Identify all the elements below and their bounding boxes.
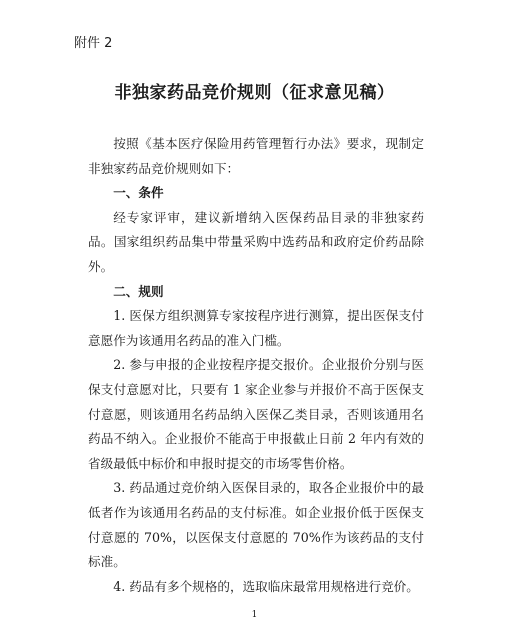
rule-paragraph-4: 4. 药品有多个规格的，选取临床最常用规格进行竞价。	[113, 578, 419, 594]
attachment-label: 附件 2	[74, 36, 113, 51]
document-title: 非独家药品竞价规则（征求意见稿）	[114, 83, 395, 103]
rule-paragraph-1: 1. 医保方组织测算专家按程序进行测算，提出医保支付意愿作为该通用名药品的准入门槛。	[88, 308, 424, 348]
page-number: 1	[251, 610, 258, 620]
rule-paragraph-3: 3. 药品通过竞价纳入医保目录的，取各企业报价中的最低者作为该通用名药品的支付标准。如企业报价低于医保支付意愿的 70%，以医保支付意愿的 70%作为该药品的支付标准。	[88, 480, 424, 570]
section-heading-rules: 二、规则	[113, 283, 164, 299]
intro-paragraph: 按照《基本医疗保险用药管理暂行办法》要求，现制定非独家药品竞价规则如下：	[88, 136, 424, 176]
rule-paragraph-2: 2. 参与申报的企业按程序提交报价。企业报价分别与医保支付意愿对比，只要有 1 家企业参与并报价不高于医保支付意愿，则该通用名药品纳入医保乙类目录，否则该通用名药品不纳入。企业报价不能高于申报截止日前 2 年内有效的省级最低中标价和申报时提交的市场零售价格。	[88, 357, 424, 471]
conditions-paragraph: 经专家评审，建议新增纳入医保药品目录的非独家药品。国家组织药品集中带量采购中选药品和政府定价药品除外。	[88, 209, 424, 274]
document-body	[88, 132, 424, 599]
section-heading-conditions: 一、条件	[113, 185, 164, 201]
